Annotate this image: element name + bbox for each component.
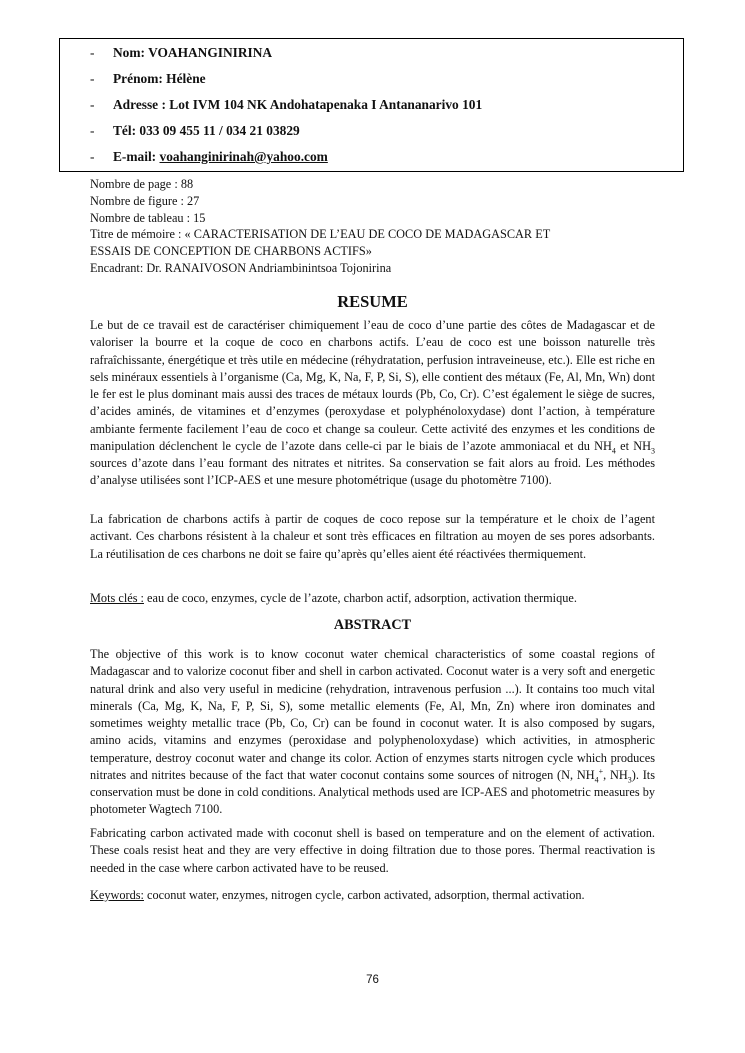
supervisor: Encadrant: Dr. RANAIVOSON Andriambinintsoa Tojonirina (90, 260, 392, 275)
thesis-metadata (90, 176, 670, 277)
abstract-paragraph-2: Fabricating carbon activated made with coconut shell is based on temperature and on the element of activation. These coals resist heat and they are very effective in doing filtration due to those pores. Thermal reactivation is needed in the case where carbon activated have to be reused. (90, 826, 655, 875)
thesis-title-line-2: ESSAIS DE CONCEPTION DE CHARBONS ACTIFS» (90, 244, 372, 259)
keywords-text: coconut water, enzymes, nitrogen cycle, carbon activated, adsorption, thermal activation. (143, 888, 585, 902)
keywords-text: eau de coco, enzymes, cycle de l’azote, charbon actif, adsorption, activation thermique. (143, 591, 577, 605)
keywords-label: Mots clés : (90, 591, 144, 605)
contact-email (113, 149, 328, 165)
figure-count: Nombre de figure : 27 (90, 193, 200, 208)
bullet-dash: - (90, 71, 95, 86)
keywords-label: Keywords: (90, 888, 144, 902)
email-link[interactable]: voahanginirinah@yahoo.com (159, 149, 328, 164)
thesis-title-line-1: Titre de mémoire : « CARACTERISATION DE L’EAU DE COCO DE MADAGASCAR ET (90, 227, 551, 242)
contact-address: Adresse : Lot IVM 104 NK Andohatapenaka I Antananarivo 101 (113, 97, 483, 112)
contact-info-box (59, 38, 684, 172)
abstract-keywords (90, 887, 655, 904)
bullet-dash: - (90, 149, 95, 164)
resume-keywords (90, 590, 655, 607)
resume-paragraph-2: La fabrication de charbons actifs à partir de coques de coco repose sur la température et le choix de l’agent activant. Ces charbons résistent à la chaleur et sont très efficaces en filtration au moyen de ses pores adsorbants. La réutilisation de ces charbons ne doit se faire qu’après qu’elles aient été réactivées thermiquement. (90, 512, 655, 561)
contact-first-name: Prénom: Hélène (113, 71, 206, 86)
email-label: E-mail: (113, 149, 160, 164)
abstract-paragraph-1: The objective of this work is to know coconut water chemical characteristics of some coastal regions of Madagascar and to valorize coconut fiber and shell in carbon activated. Coconut water is a very soft and energetic natural drink and also very useful in medicine (rehydration, intravenous perfusion ...). It contains too much vital minerals (Ca, Mg, K, Na, F, P, Si, S), some metallic elements (Fe, Al, Mn, Zn) where iron dominates and sometimes weighty metallic trace (Pb, Co, Cr) can be found in coconut water. It is also composed by sugars, amino acids, vitamins and enzymes (peroxidase and polyphenoloxydase) which activities, in atmospheric temperature, destroy coconut water and change its color. Action of enzymes starts nitrogen cycle which produces nitrates and nitrites because of the fact that water coconut contains some sources of nitrogen (N, $NH_4^+$, $NH_3$). Its conservation must be done in cold conditions. Analytical methods used are ICP-AES and photometric measures by photometer Wagtech 7100. (90, 647, 655, 817)
resume-paragraph-1: Le but de ce travail est de caractériser chimiquement l’eau de coco d’une partie des côtes de Madagascar et de valoriser la bourre et la coque de coco en charbons actifs. L’eau de coco est une boisson naturelle très rafraîchissante, énergétique et très utile en médecine (réhydratation, perfusion intraveineuse, etc.). Elle est riche en sels minéraux essentiels à l’organisme (Ca, Mg, K, Na, F, P, Si, S), elle contient des métaux (Fe, Al, Mn, Wn) dont le fer est le plus dominant mais aussi des traces de métaux lourds (Pb, Co, Cr). C’est également le siège de sucres, d’acides aminés, de vitamines et d’enzymes (peroxydase et polyphénoloxydase) dont l’action, à température ambiante fermente facilement l’eau de coco et change sa couleur. Cette activité des enzymes et les conditions de manipulation déclenchent le cycle de l’azote dans celle-ci par le biais de l’azote ammoniacal et du $NH_4$ et $NH_3$ sources d’azote dans l’eau formant des nitrates et nitrites. Sa conservation se fait alors au froid. Les méthodes d’analyse utilisées sont l’ICP-AES et une mesure photométrique (usage du photomètre 7100). (90, 318, 655, 488)
bullet-dash: - (90, 123, 95, 138)
contact-phone: Tél: 033 09 455 11 / 034 21 03829 (113, 123, 300, 138)
bullet-dash: - (90, 45, 95, 60)
page-number: 76 (366, 974, 379, 986)
bullet-dash: - (90, 97, 95, 112)
page-count: Nombre de page : 88 (90, 177, 194, 191)
resume-heading: RESUME (337, 292, 408, 311)
contact-name: Nom: VOAHANGINIRINA (113, 45, 273, 60)
table-count: Nombre de tableau : 15 (90, 210, 206, 225)
abstract-heading: ABSTRACT (333, 617, 412, 633)
